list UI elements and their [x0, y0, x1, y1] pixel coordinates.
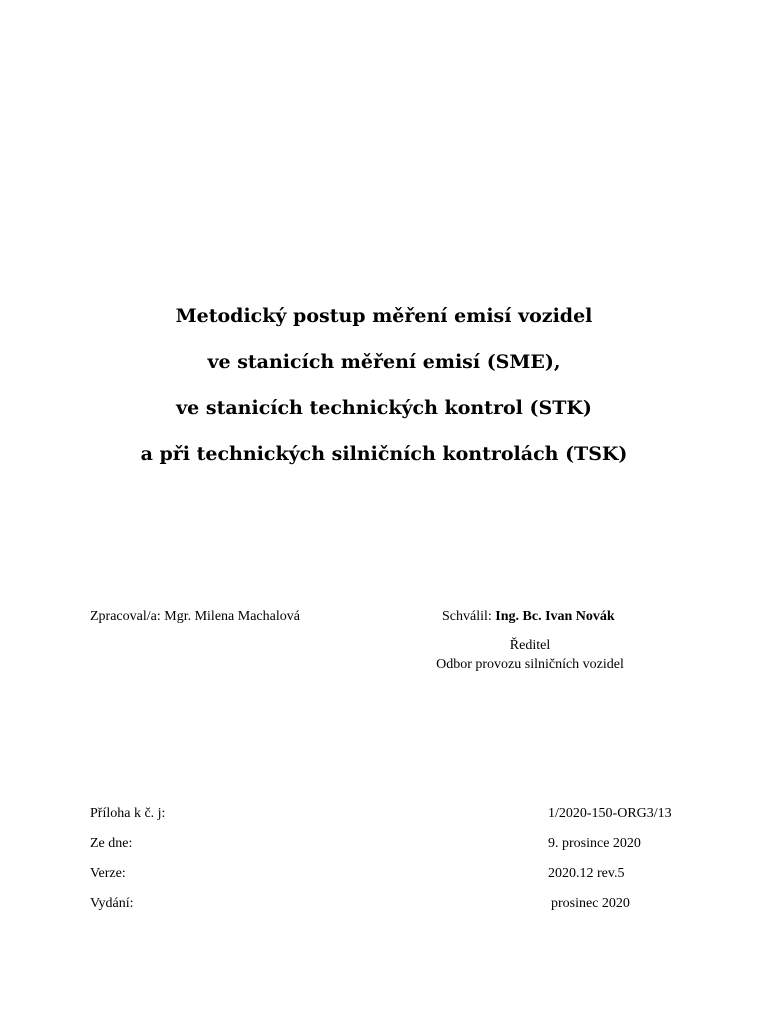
title-line: Metodický postup měření emisí vozidel [175, 305, 593, 327]
title-line: ve stanicích měření emisí (SME), [207, 351, 561, 373]
meta-value-version: 2020.12 rev.5 [548, 866, 625, 881]
prepared-by [90, 608, 300, 626]
approver-department: Odbor provozu silničních vozidel [436, 657, 624, 672]
title-line: a při technických silničních kontrolách (TSK) [140, 443, 628, 465]
meta-value-issue: prosinec 2020 [551, 896, 630, 911]
prepared-by-name: Mgr. Milena Machalová [164, 609, 300, 624]
meta-label-date: Ze dne: [90, 836, 133, 851]
approved-by-name: Ing. Bc. Ivan Novák [495, 609, 615, 624]
title-line: ve stanicích technických kontrol (STK) [176, 397, 592, 419]
document-title [0, 293, 768, 477]
meta-label-issue: Vydání: [90, 896, 134, 911]
meta-label-reference: Příloha k č. j: [90, 806, 166, 821]
approver-position: Ředitel [509, 638, 551, 653]
meta-value-reference: 1/2020-150-ORG3/13 [548, 806, 672, 821]
meta-value-date: 9. prosince 2020 [548, 836, 641, 851]
approved-by-label: Schválil: [442, 609, 492, 624]
meta-label-version: Verze: [90, 866, 126, 881]
approved-by [442, 608, 615, 626]
prepared-by-label: Zpracoval/a: [90, 609, 161, 624]
